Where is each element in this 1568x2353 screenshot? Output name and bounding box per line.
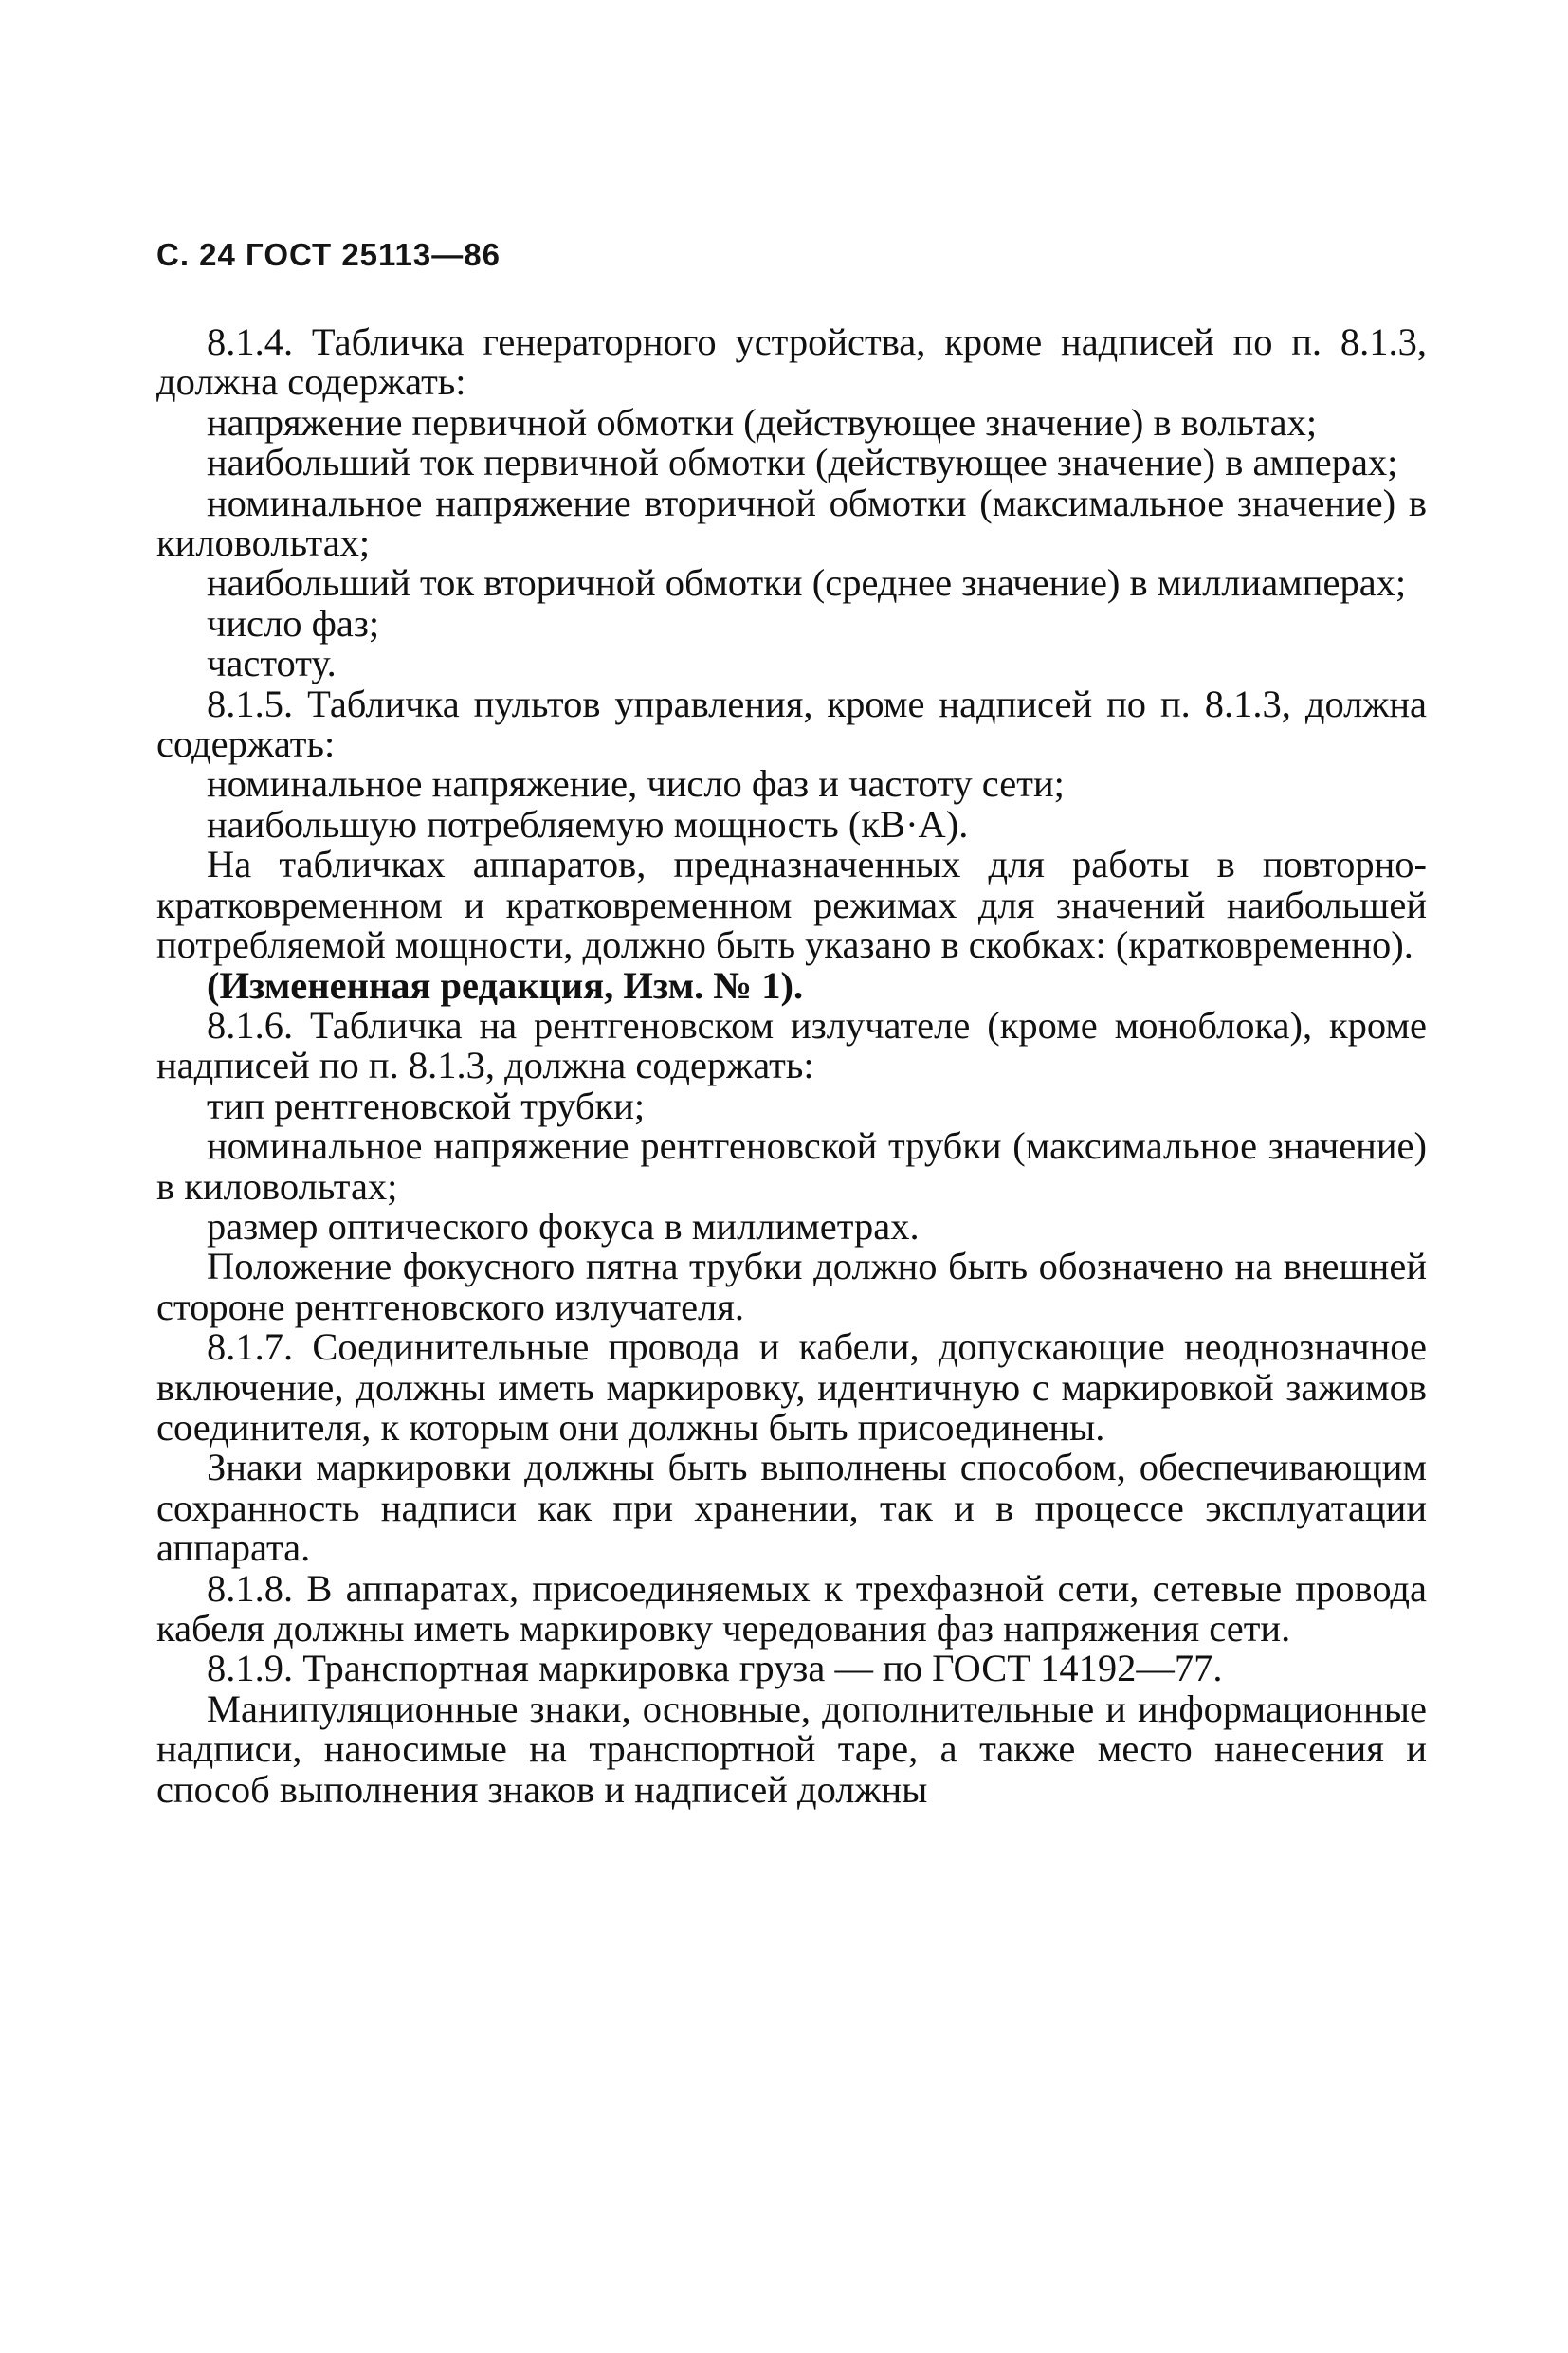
paragraph: Манипуляционные знаки, основные, дополнительные и информационные надписи, наносимые на транспортной таре, а также место нанесения и способ выполнения знаков и надписей должны	[156, 1687, 1427, 1811]
list-item: частоту.	[207, 642, 337, 685]
paragraph: Положение фокусного пятна трубки должно быть обозначено на внешней стороне рентгеновского излучателя.	[156, 1245, 1427, 1328]
list-item: тип рентгеновской трубки;	[207, 1084, 646, 1127]
list-item: размер оптического фокуса в миллиметрах.	[207, 1204, 920, 1248]
list-item: наибольший ток первичной обмотки (действующее значение) в амперах;	[207, 441, 1398, 484]
list-item: номинальное напряжение рентгеновской трубки (максимальное значение) в киловольтах;	[156, 1124, 1427, 1208]
paragraph-8-1-8: 8.1.8. В аппаратах, присоединяемых к трехфазной сети, сетевые провода кабеля должны иметь маркировку чередования фаз напряжения сети.	[156, 1566, 1427, 1650]
list-item: наибольший ток вторичной обмотки (среднее значение) в миллиамперах;	[207, 561, 1407, 605]
paragraph: На табличках аппаратов, предназначенных для работы в повторно-кратковременном и кратковременном режимах для значений наибольшей потребляемой мощности, должно быть указано в скобках: (кратковременно).	[156, 843, 1427, 967]
paragraph-8-1-9: 8.1.9. Транспортная маркировка груза — по ГОСТ 14192—77.	[207, 1647, 1223, 1690]
page-header: С. 24 ГОСТ 25113—86	[156, 237, 501, 272]
paragraph-8-1-5: 8.1.5. Табличка пультов управления, кроме надписей по п. 8.1.3, должна содержать:	[156, 682, 1427, 766]
list-item: число фаз;	[207, 601, 380, 645]
amendment-note: (Измененная редакция, Изм. № 1).	[207, 963, 804, 1007]
list-item: номинальное напряжение вторичной обмотки (максимальное значение) в киловольтах;	[156, 481, 1427, 565]
list-item: номинальное напряжение, число фаз и частоту сети;	[207, 762, 1065, 806]
list-item: наибольшую потребляемую мощность (кВ·А).	[207, 802, 969, 846]
paragraph-8-1-4: 8.1.4. Табличка генераторного устройства, кроме надписей по п. 8.1.3, должна содержать:	[156, 320, 1427, 404]
paragraph-8-1-6: 8.1.6. Табличка на рентгеновском излучателе (кроме моноблока), кроме надписей по п. 8.1.3, должна содержать:	[156, 1003, 1427, 1087]
paragraph: Знаки маркировки должны быть выполнены способом, обеспечивающим сохранность надписи как при хранении, так и в процессе эксплуатации аппарата.	[156, 1446, 1427, 1570]
body-text	[156, 322, 1427, 1810]
list-item: напряжение первичной обмотки (действующее значение) в вольтах;	[207, 400, 1318, 444]
paragraph-8-1-7: 8.1.7. Соединительные провода и кабели, допускающие неоднозначное включение, должны иметь маркировку, идентичную с маркировкой зажимов соединителя, к которым они должны быть присоединены.	[156, 1325, 1427, 1449]
